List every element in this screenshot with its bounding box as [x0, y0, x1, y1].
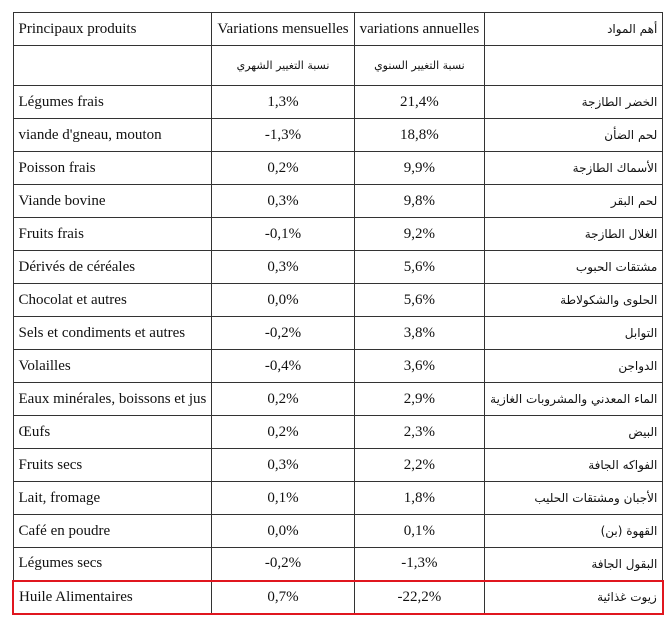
product-name-fr: Viande bovine — [13, 185, 212, 218]
annual-variation: 2,9% — [354, 383, 485, 416]
table-row — [13, 482, 663, 515]
table-row — [13, 119, 663, 152]
monthly-variation: -0,4% — [212, 350, 354, 383]
product-name-ar: القهوة (بن) — [485, 515, 663, 548]
table-row — [13, 86, 663, 119]
product-name-ar: الغلال الطازجة — [485, 218, 663, 251]
product-name-fr: Légumes frais — [13, 86, 212, 119]
monthly-variation: 0,0% — [212, 515, 354, 548]
product-name-ar: مشتقات الحبوب — [485, 251, 663, 284]
table-row — [13, 284, 663, 317]
subheader-monthly-ar: نسبة التغيير الشهري — [212, 46, 354, 86]
monthly-variation: 0,3% — [212, 185, 354, 218]
monthly-variation: 1,3% — [212, 86, 354, 119]
product-name-ar: الأسماك الطازجة — [485, 152, 663, 185]
annual-variation: 9,9% — [354, 152, 485, 185]
product-name-ar: الفواكه الجافة — [485, 449, 663, 482]
table-row — [13, 251, 663, 284]
monthly-variation: -1,3% — [212, 119, 354, 152]
product-name-fr: Chocolat et autres — [13, 284, 212, 317]
monthly-variation: -0,2% — [212, 548, 354, 581]
product-name-ar: الخضر الطازجة — [485, 86, 663, 119]
product-name-ar: البقول الجافة — [485, 548, 663, 581]
header-products-ar: أهم المواد — [485, 13, 663, 46]
product-name-ar: البيض — [485, 416, 663, 449]
header-monthly-fr: Variations mensuelles — [212, 13, 354, 46]
product-name-ar: الأجبان ومشتقات الحليب — [485, 482, 663, 515]
product-name-ar: لحم الضأن — [485, 119, 663, 152]
product-name-fr: Fruits frais — [13, 218, 212, 251]
table-row-highlighted — [13, 581, 663, 614]
annual-variation: 9,2% — [354, 218, 485, 251]
monthly-variation: 0,3% — [212, 251, 354, 284]
product-name-fr: Lait, fromage — [13, 482, 212, 515]
annual-variation: 3,6% — [354, 350, 485, 383]
product-name-ar: زيوت غذائية — [485, 581, 663, 614]
price-variation-table-container — [12, 12, 664, 615]
table-row — [13, 185, 663, 218]
header-annual-fr: variations annuelles — [354, 13, 485, 46]
annual-variation: 5,6% — [354, 284, 485, 317]
header-products-fr: Principaux produits — [13, 13, 212, 46]
header-row — [13, 13, 663, 46]
subheader-empty-left — [13, 46, 212, 86]
product-name-fr: Volailles — [13, 350, 212, 383]
subheader-annual-ar: نسبة التغيير السنوي — [354, 46, 485, 86]
product-name-ar: لحم البقر — [485, 185, 663, 218]
annual-variation: 2,3% — [354, 416, 485, 449]
table-row — [13, 548, 663, 581]
annual-variation: -1,3% — [354, 548, 485, 581]
table-row — [13, 152, 663, 185]
monthly-variation: -0,2% — [212, 317, 354, 350]
product-name-ar: الدواجن — [485, 350, 663, 383]
product-name-fr: Fruits secs — [13, 449, 212, 482]
monthly-variation: -0,1% — [212, 218, 354, 251]
table-row — [13, 449, 663, 482]
product-name-fr: Dérivés de céréales — [13, 251, 212, 284]
product-name-ar: الماء المعدني والمشروبات الغازية — [485, 383, 663, 416]
product-name-fr: Café en poudre — [13, 515, 212, 548]
product-name-fr: viande d'gneau, mouton — [13, 119, 212, 152]
annual-variation: 21,4% — [354, 86, 485, 119]
table-row — [13, 383, 663, 416]
table-row — [13, 350, 663, 383]
product-name-fr: Œufs — [13, 416, 212, 449]
table-row — [13, 416, 663, 449]
annual-variation: 9,8% — [354, 185, 485, 218]
annual-variation: 2,2% — [354, 449, 485, 482]
annual-variation: 5,6% — [354, 251, 485, 284]
monthly-variation: 0,3% — [212, 449, 354, 482]
monthly-variation: 0,0% — [212, 284, 354, 317]
table-row — [13, 317, 663, 350]
table-row — [13, 218, 663, 251]
product-name-ar: الحلوى والشكولاطة — [485, 284, 663, 317]
annual-variation: 3,8% — [354, 317, 485, 350]
product-name-fr: Sels et condiments et autres — [13, 317, 212, 350]
monthly-variation: 0,2% — [212, 383, 354, 416]
product-name-ar: التوابل — [485, 317, 663, 350]
product-name-fr: Légumes secs — [13, 548, 212, 581]
subheader-row — [13, 46, 663, 86]
product-name-fr: Huile Alimentaires — [13, 581, 212, 614]
annual-variation: 1,8% — [354, 482, 485, 515]
product-name-fr: Eaux minérales, boissons et jus — [13, 383, 212, 416]
subheader-empty-right — [485, 46, 663, 86]
monthly-variation: 0,2% — [212, 152, 354, 185]
table-row — [13, 515, 663, 548]
annual-variation: 18,8% — [354, 119, 485, 152]
annual-variation: 0,1% — [354, 515, 485, 548]
price-variation-table — [12, 12, 664, 615]
monthly-variation: 0,2% — [212, 416, 354, 449]
monthly-variation: 0,1% — [212, 482, 354, 515]
product-name-fr: Poisson frais — [13, 152, 212, 185]
monthly-variation: 0,7% — [212, 581, 354, 614]
annual-variation: -22,2% — [354, 581, 485, 614]
table-body — [13, 86, 663, 614]
